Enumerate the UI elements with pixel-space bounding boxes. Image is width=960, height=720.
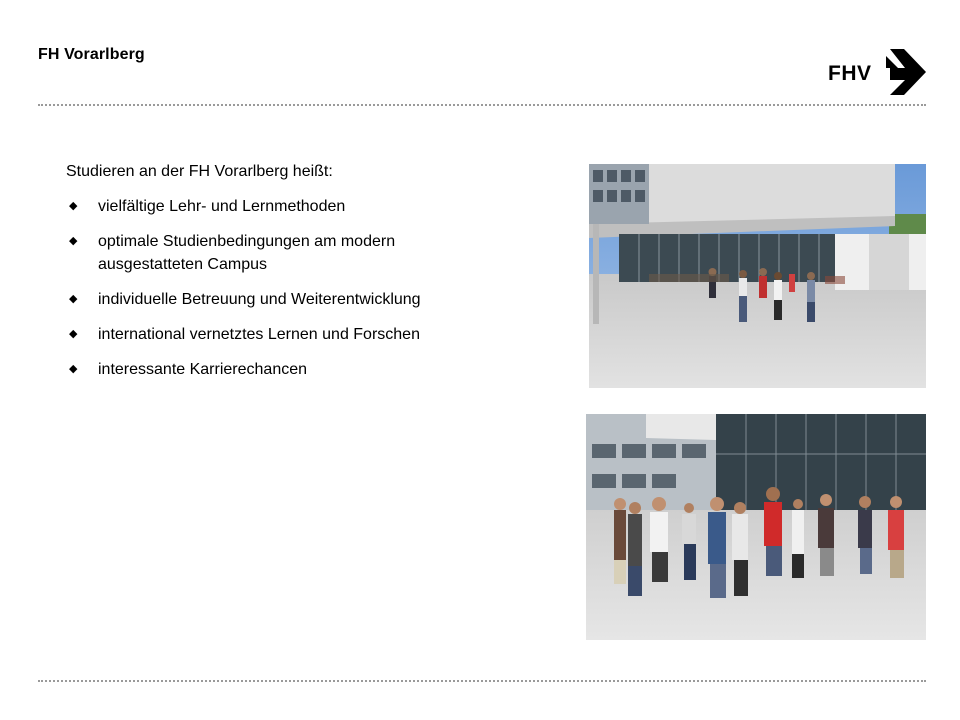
list-item [66,323,466,346]
campus-photo-students [586,414,926,640]
list-item [66,195,466,218]
top-divider [38,104,926,106]
bullet-text: optimale Studienbedingungen am modern ausgestatteten Campus [98,233,396,273]
list-item [66,230,466,276]
diamond-bullet-icon: ◆ [69,293,78,305]
bullet-text: international vernetztes Lernen und Forschen [98,326,420,343]
bottom-divider [38,680,926,682]
diamond-bullet-icon: ◆ [69,363,78,375]
bullet-text: vielfältige Lehr- und Lernmethoden [98,198,346,215]
bullet-text: individuelle Betreuung und Weiterentwicklung [98,291,421,308]
campus-photo-building [589,164,926,388]
fhv-arrow-logo-icon [828,44,932,100]
diamond-bullet-icon: ◆ [69,235,78,247]
diamond-bullet-icon: ◆ [69,328,78,340]
logo-text: FHV [828,62,872,85]
org-name: FH Vorarlberg [38,46,145,63]
list-item [66,358,466,381]
diamond-bullet-icon: ◆ [69,200,78,212]
bullet-text: interessante Karrierechancen [98,361,308,378]
intro-text: Studieren an der FH Vorarlberg heißt: [66,163,333,180]
fhv-logo [828,44,932,100]
main-content [66,160,466,393]
bullet-list [66,195,466,381]
list-item [66,288,466,311]
